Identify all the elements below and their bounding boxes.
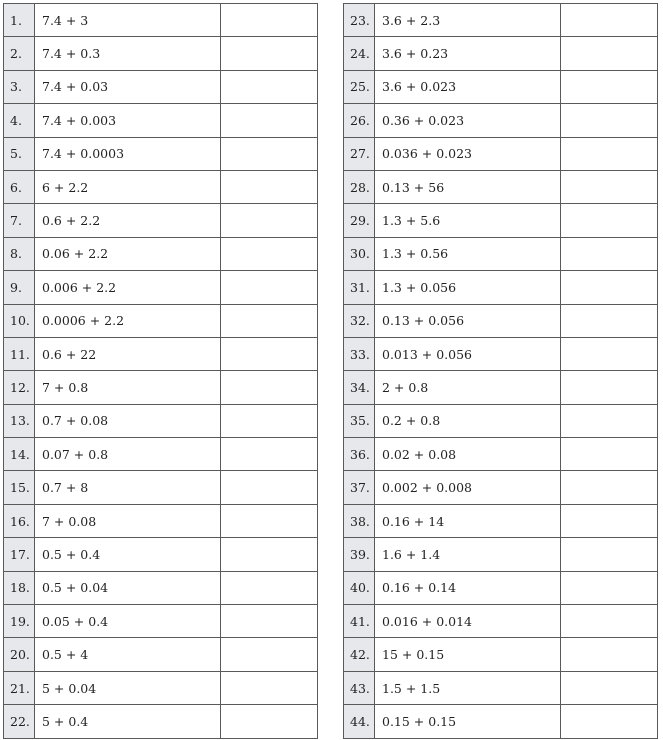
problem-expression: 1.3 + 0.56: [375, 237, 561, 270]
answer-cell[interactable]: [561, 271, 658, 304]
answer-cell[interactable]: [561, 638, 658, 671]
problem-number: 6.: [4, 170, 35, 203]
problem-row: [344, 104, 658, 137]
problem-row: [344, 4, 658, 37]
problem-number: 34.: [344, 371, 375, 404]
problem-expression: 7.4 + 0.03: [35, 70, 221, 103]
problem-row: [4, 638, 318, 671]
problem-row: [4, 204, 318, 237]
problem-expression: 0.2 + 0.8: [375, 404, 561, 437]
problem-row: [4, 104, 318, 137]
problem-row: [344, 170, 658, 203]
answer-cell[interactable]: [221, 337, 318, 370]
problem-row: [344, 271, 658, 304]
problem-expression: 3.6 + 2.3: [375, 4, 561, 37]
answer-cell[interactable]: [561, 538, 658, 571]
problem-row: [4, 705, 318, 738]
problem-row: [4, 70, 318, 103]
right-problem-table: [343, 3, 658, 739]
problem-expression: 0.013 + 0.056: [375, 337, 561, 370]
answer-cell[interactable]: [221, 404, 318, 437]
problem-number: 20.: [4, 638, 35, 671]
problem-row: [344, 371, 658, 404]
problem-expression: 5 + 0.4: [35, 705, 221, 738]
answer-cell[interactable]: [221, 37, 318, 70]
problem-expression: 0.15 + 0.15: [375, 705, 561, 738]
answer-cell[interactable]: [561, 237, 658, 270]
problem-row: [344, 404, 658, 437]
answer-cell[interactable]: [561, 471, 658, 504]
problem-row: [4, 671, 318, 704]
problem-row: [344, 438, 658, 471]
problem-number: 16.: [4, 504, 35, 537]
problem-expression: 7 + 0.8: [35, 371, 221, 404]
answer-cell[interactable]: [221, 571, 318, 604]
answer-cell[interactable]: [561, 438, 658, 471]
answer-cell[interactable]: [221, 471, 318, 504]
problem-row: [344, 37, 658, 70]
problem-row: [4, 4, 318, 37]
problem-row: [344, 337, 658, 370]
problem-expression: 1.6 + 1.4: [375, 538, 561, 571]
problem-number: 37.: [344, 471, 375, 504]
problem-number: 33.: [344, 337, 375, 370]
answer-cell[interactable]: [221, 371, 318, 404]
problem-number: 2.: [4, 37, 35, 70]
problem-number: 12.: [4, 371, 35, 404]
problem-row: [4, 137, 318, 170]
problem-row: [4, 404, 318, 437]
problem-expression: 0.13 + 56: [375, 170, 561, 203]
problem-row: [344, 504, 658, 537]
answer-cell[interactable]: [221, 204, 318, 237]
answer-cell[interactable]: [561, 4, 658, 37]
problem-number: 44.: [344, 705, 375, 738]
problem-row: [344, 70, 658, 103]
problem-number: 17.: [4, 538, 35, 571]
problem-expression: 3.6 + 0.023: [375, 70, 561, 103]
answer-cell[interactable]: [561, 605, 658, 638]
problem-row: [4, 337, 318, 370]
problem-number: 21.: [4, 671, 35, 704]
answer-cell[interactable]: [561, 705, 658, 738]
problem-number: 9.: [4, 271, 35, 304]
problem-expression: 0.5 + 4: [35, 638, 221, 671]
problem-expression: 0.016 + 0.014: [375, 605, 561, 638]
problem-number: 13.: [4, 404, 35, 437]
problem-row: [344, 137, 658, 170]
problem-number: 42.: [344, 638, 375, 671]
problem-expression: 0.5 + 0.04: [35, 571, 221, 604]
answer-cell[interactable]: [221, 271, 318, 304]
problem-expression: 0.05 + 0.4: [35, 605, 221, 638]
problem-number: 39.: [344, 538, 375, 571]
problem-number: 31.: [344, 271, 375, 304]
answer-cell[interactable]: [221, 170, 318, 203]
problem-row: [4, 471, 318, 504]
problem-expression: 0.16 + 14: [375, 504, 561, 537]
problem-number: 15.: [4, 471, 35, 504]
problem-number: 32.: [344, 304, 375, 337]
answer-cell[interactable]: [221, 638, 318, 671]
problem-row: [4, 605, 318, 638]
problem-expression: 2 + 0.8: [375, 371, 561, 404]
problem-expression: 1.3 + 0.056: [375, 271, 561, 304]
answer-cell[interactable]: [561, 137, 658, 170]
problem-expression: 0.002 + 0.008: [375, 471, 561, 504]
problem-expression: 0.13 + 0.056: [375, 304, 561, 337]
problem-number: 27.: [344, 137, 375, 170]
answer-cell[interactable]: [221, 605, 318, 638]
problem-expression: 0.036 + 0.023: [375, 137, 561, 170]
problem-number: 18.: [4, 571, 35, 604]
problem-number: 30.: [344, 237, 375, 270]
problem-row: [4, 170, 318, 203]
problem-expression: 0.006 + 2.2: [35, 271, 221, 304]
problem-row: [344, 538, 658, 571]
answer-cell[interactable]: [221, 671, 318, 704]
problem-row: [344, 304, 658, 337]
answer-cell[interactable]: [561, 337, 658, 370]
problem-expression: 0.07 + 0.8: [35, 438, 221, 471]
answer-cell[interactable]: [561, 571, 658, 604]
problem-number: 7.: [4, 204, 35, 237]
problem-expression: 0.16 + 0.14: [375, 571, 561, 604]
answer-cell[interactable]: [561, 371, 658, 404]
problem-number: 41.: [344, 605, 375, 638]
answer-cell[interactable]: [221, 4, 318, 37]
problem-number: 11.: [4, 337, 35, 370]
problem-expression: 5 + 0.04: [35, 671, 221, 704]
answer-cell[interactable]: [561, 204, 658, 237]
answer-cell[interactable]: [561, 37, 658, 70]
problem-number: 22.: [4, 705, 35, 738]
problem-row: [4, 237, 318, 270]
left-problem-table: [3, 3, 318, 739]
problem-expression: 0.06 + 2.2: [35, 237, 221, 270]
answer-cell[interactable]: [221, 705, 318, 738]
problem-expression: 0.7 + 0.08: [35, 404, 221, 437]
problem-expression: 0.36 + 0.023: [375, 104, 561, 137]
problem-expression: 0.0006 + 2.2: [35, 304, 221, 337]
problem-expression: 15 + 0.15: [375, 638, 561, 671]
problem-expression: 7.4 + 0.0003: [35, 137, 221, 170]
problem-number: 5.: [4, 137, 35, 170]
problem-expression: 1.3 + 5.6: [375, 204, 561, 237]
problem-number: 29.: [344, 204, 375, 237]
answer-cell[interactable]: [221, 237, 318, 270]
answer-cell[interactable]: [221, 137, 318, 170]
problem-expression: 7.4 + 3: [35, 4, 221, 37]
problem-number: 10.: [4, 304, 35, 337]
problem-row: [344, 638, 658, 671]
problem-number: 14.: [4, 438, 35, 471]
problem-row: [4, 538, 318, 571]
problem-number: 24.: [344, 37, 375, 70]
answer-cell[interactable]: [221, 504, 318, 537]
problem-expression: 0.6 + 22: [35, 337, 221, 370]
problem-number: 35.: [344, 404, 375, 437]
problem-expression: 7 + 0.08: [35, 504, 221, 537]
answer-cell[interactable]: [561, 170, 658, 203]
problem-number: 26.: [344, 104, 375, 137]
problem-number: 40.: [344, 571, 375, 604]
problem-row: [344, 671, 658, 704]
problem-expression: 0.7 + 8: [35, 471, 221, 504]
problem-number: 28.: [344, 170, 375, 203]
problem-row: [4, 371, 318, 404]
problem-row: [344, 471, 658, 504]
problem-number: 19.: [4, 605, 35, 638]
answer-cell[interactable]: [561, 504, 658, 537]
problem-number: 4.: [4, 104, 35, 137]
problem-row: [344, 705, 658, 738]
answer-cell[interactable]: [561, 404, 658, 437]
answer-cell[interactable]: [561, 70, 658, 103]
problem-row: [344, 237, 658, 270]
problem-row: [4, 438, 318, 471]
problem-row: [344, 204, 658, 237]
answer-cell[interactable]: [561, 671, 658, 704]
problem-expression: 7.4 + 0.003: [35, 104, 221, 137]
answer-cell[interactable]: [561, 104, 658, 137]
answer-cell[interactable]: [221, 104, 318, 137]
problem-expression: 1.5 + 1.5: [375, 671, 561, 704]
problem-expression: 7.4 + 0.3: [35, 37, 221, 70]
problem-number: 38.: [344, 504, 375, 537]
problem-row: [4, 304, 318, 337]
problem-row: [4, 37, 318, 70]
answer-cell[interactable]: [561, 304, 658, 337]
problem-expression: 0.02 + 0.08: [375, 438, 561, 471]
problem-row: [4, 571, 318, 604]
problem-number: 3.: [4, 70, 35, 103]
answer-cell[interactable]: [221, 438, 318, 471]
problem-number: 43.: [344, 671, 375, 704]
problem-expression: 3.6 + 0.23: [375, 37, 561, 70]
problem-row: [344, 605, 658, 638]
problem-expression: 0.6 + 2.2: [35, 204, 221, 237]
problem-row: [344, 571, 658, 604]
problem-number: 8.: [4, 237, 35, 270]
problem-number: 25.: [344, 70, 375, 103]
problem-number: 36.: [344, 438, 375, 471]
problem-number: 1.: [4, 4, 35, 37]
problem-expression: 0.5 + 0.4: [35, 538, 221, 571]
problem-number: 23.: [344, 4, 375, 37]
problem-expression: 6 + 2.2: [35, 170, 221, 203]
answer-cell[interactable]: [221, 70, 318, 103]
answer-cell[interactable]: [221, 538, 318, 571]
problem-row: [4, 271, 318, 304]
problem-row: [4, 504, 318, 537]
answer-cell[interactable]: [221, 304, 318, 337]
